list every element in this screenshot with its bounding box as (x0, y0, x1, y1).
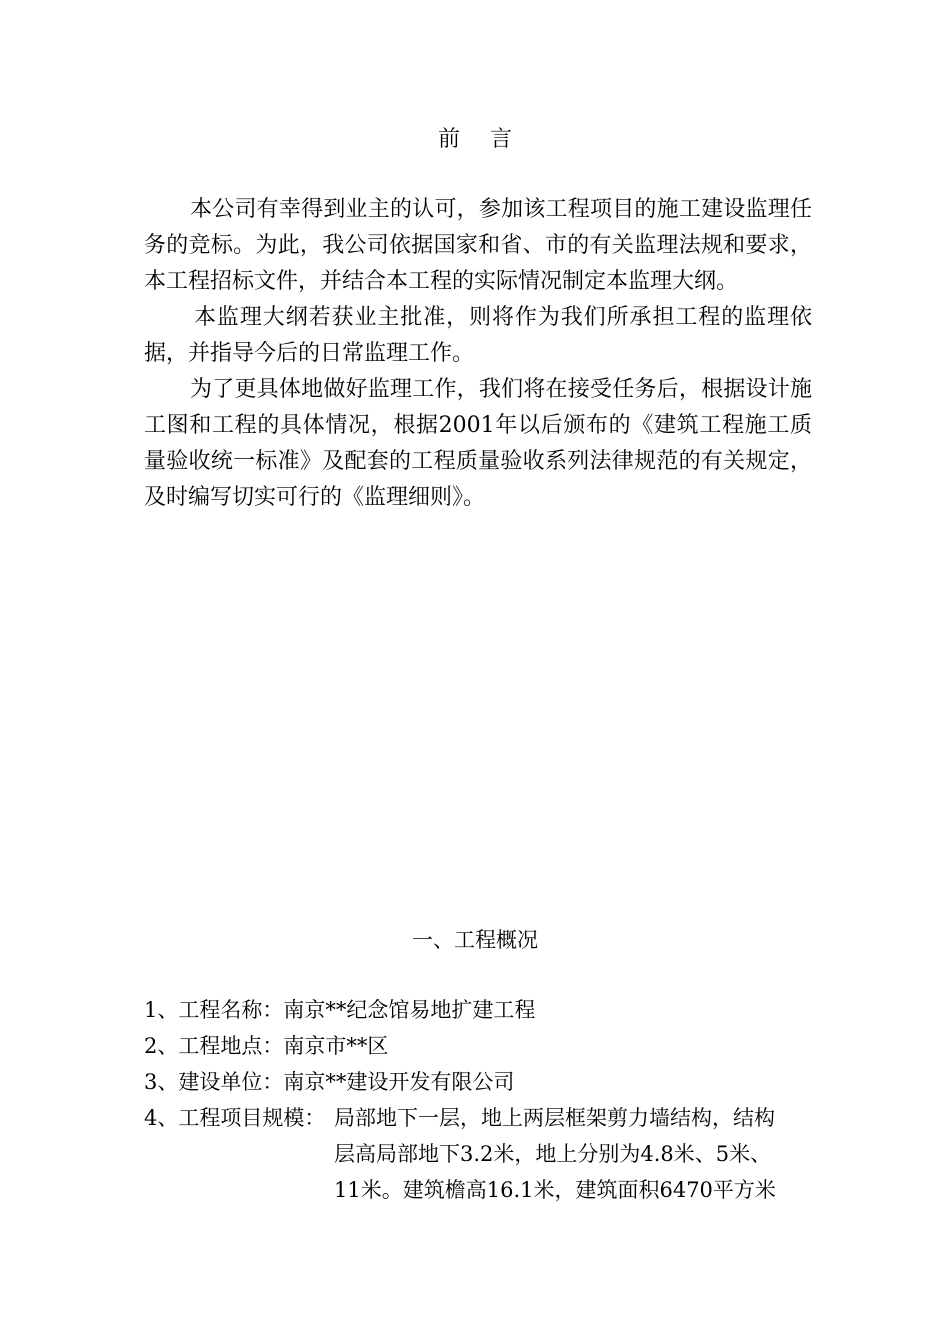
item-value: 南京**建设开发有限公司 (283, 1070, 515, 1094)
preface-title (0, 122, 950, 153)
item-value (334, 1100, 824, 1208)
list-item (144, 1064, 834, 1100)
preface-paragraph: 本监理大纲若获业主批准，则将作为我们所承担工程的监理依据，并指导今后的日常监理工作。 (144, 305, 812, 366)
item-label: 3、建设单位： (144, 1070, 284, 1094)
item-value: 南京市**区 (283, 1034, 389, 1058)
scale-line: 11米。建筑檐高16.1米，建筑面积6470平方米 (334, 1178, 776, 1202)
list-item-scale (144, 1100, 834, 1208)
item-label: 2、工程地点： (144, 1034, 284, 1058)
preface-title-char-2: 言 (490, 127, 513, 152)
preface-paragraph: 本公司有幸得到业主的认可，参加该工程项目的施工建设监理任务的竞标。为此，我公司依据国家和省、市的有关监理法规和要求，本工程招标文件，并结合本工程的实际情况制定本监理大纲。 (144, 197, 812, 294)
item-value: 南京**纪念馆易地扩建工程 (283, 998, 536, 1022)
preface-title-char-1: 前 (437, 127, 460, 152)
list-item (144, 1028, 834, 1064)
preface-body (144, 192, 812, 516)
overview-list (144, 992, 834, 1208)
preface-paragraph: 为了更具体地做好监理工作，我们将在接受任务后，根据设计施工图和工程的具体情况，根据2001年以后颁布的《建筑工程施工质量验收统一标准》及配套的工程质量验收系列法律规范的有关规定，及时编写切实可行的《监理细则》。 (144, 377, 812, 510)
list-item (144, 992, 834, 1028)
overview-title: 一、工程概况 (412, 928, 538, 952)
item-label: 1、工程名称： (144, 998, 284, 1022)
scale-line: 层高局部地下3.2米，地上分别为4.8米、5米、 (334, 1142, 772, 1166)
scale-line: 局部地下一层，地上两层框架剪力墙结构，结构 (334, 1106, 775, 1130)
item-label: 4、工程项目规模： (144, 1106, 326, 1130)
